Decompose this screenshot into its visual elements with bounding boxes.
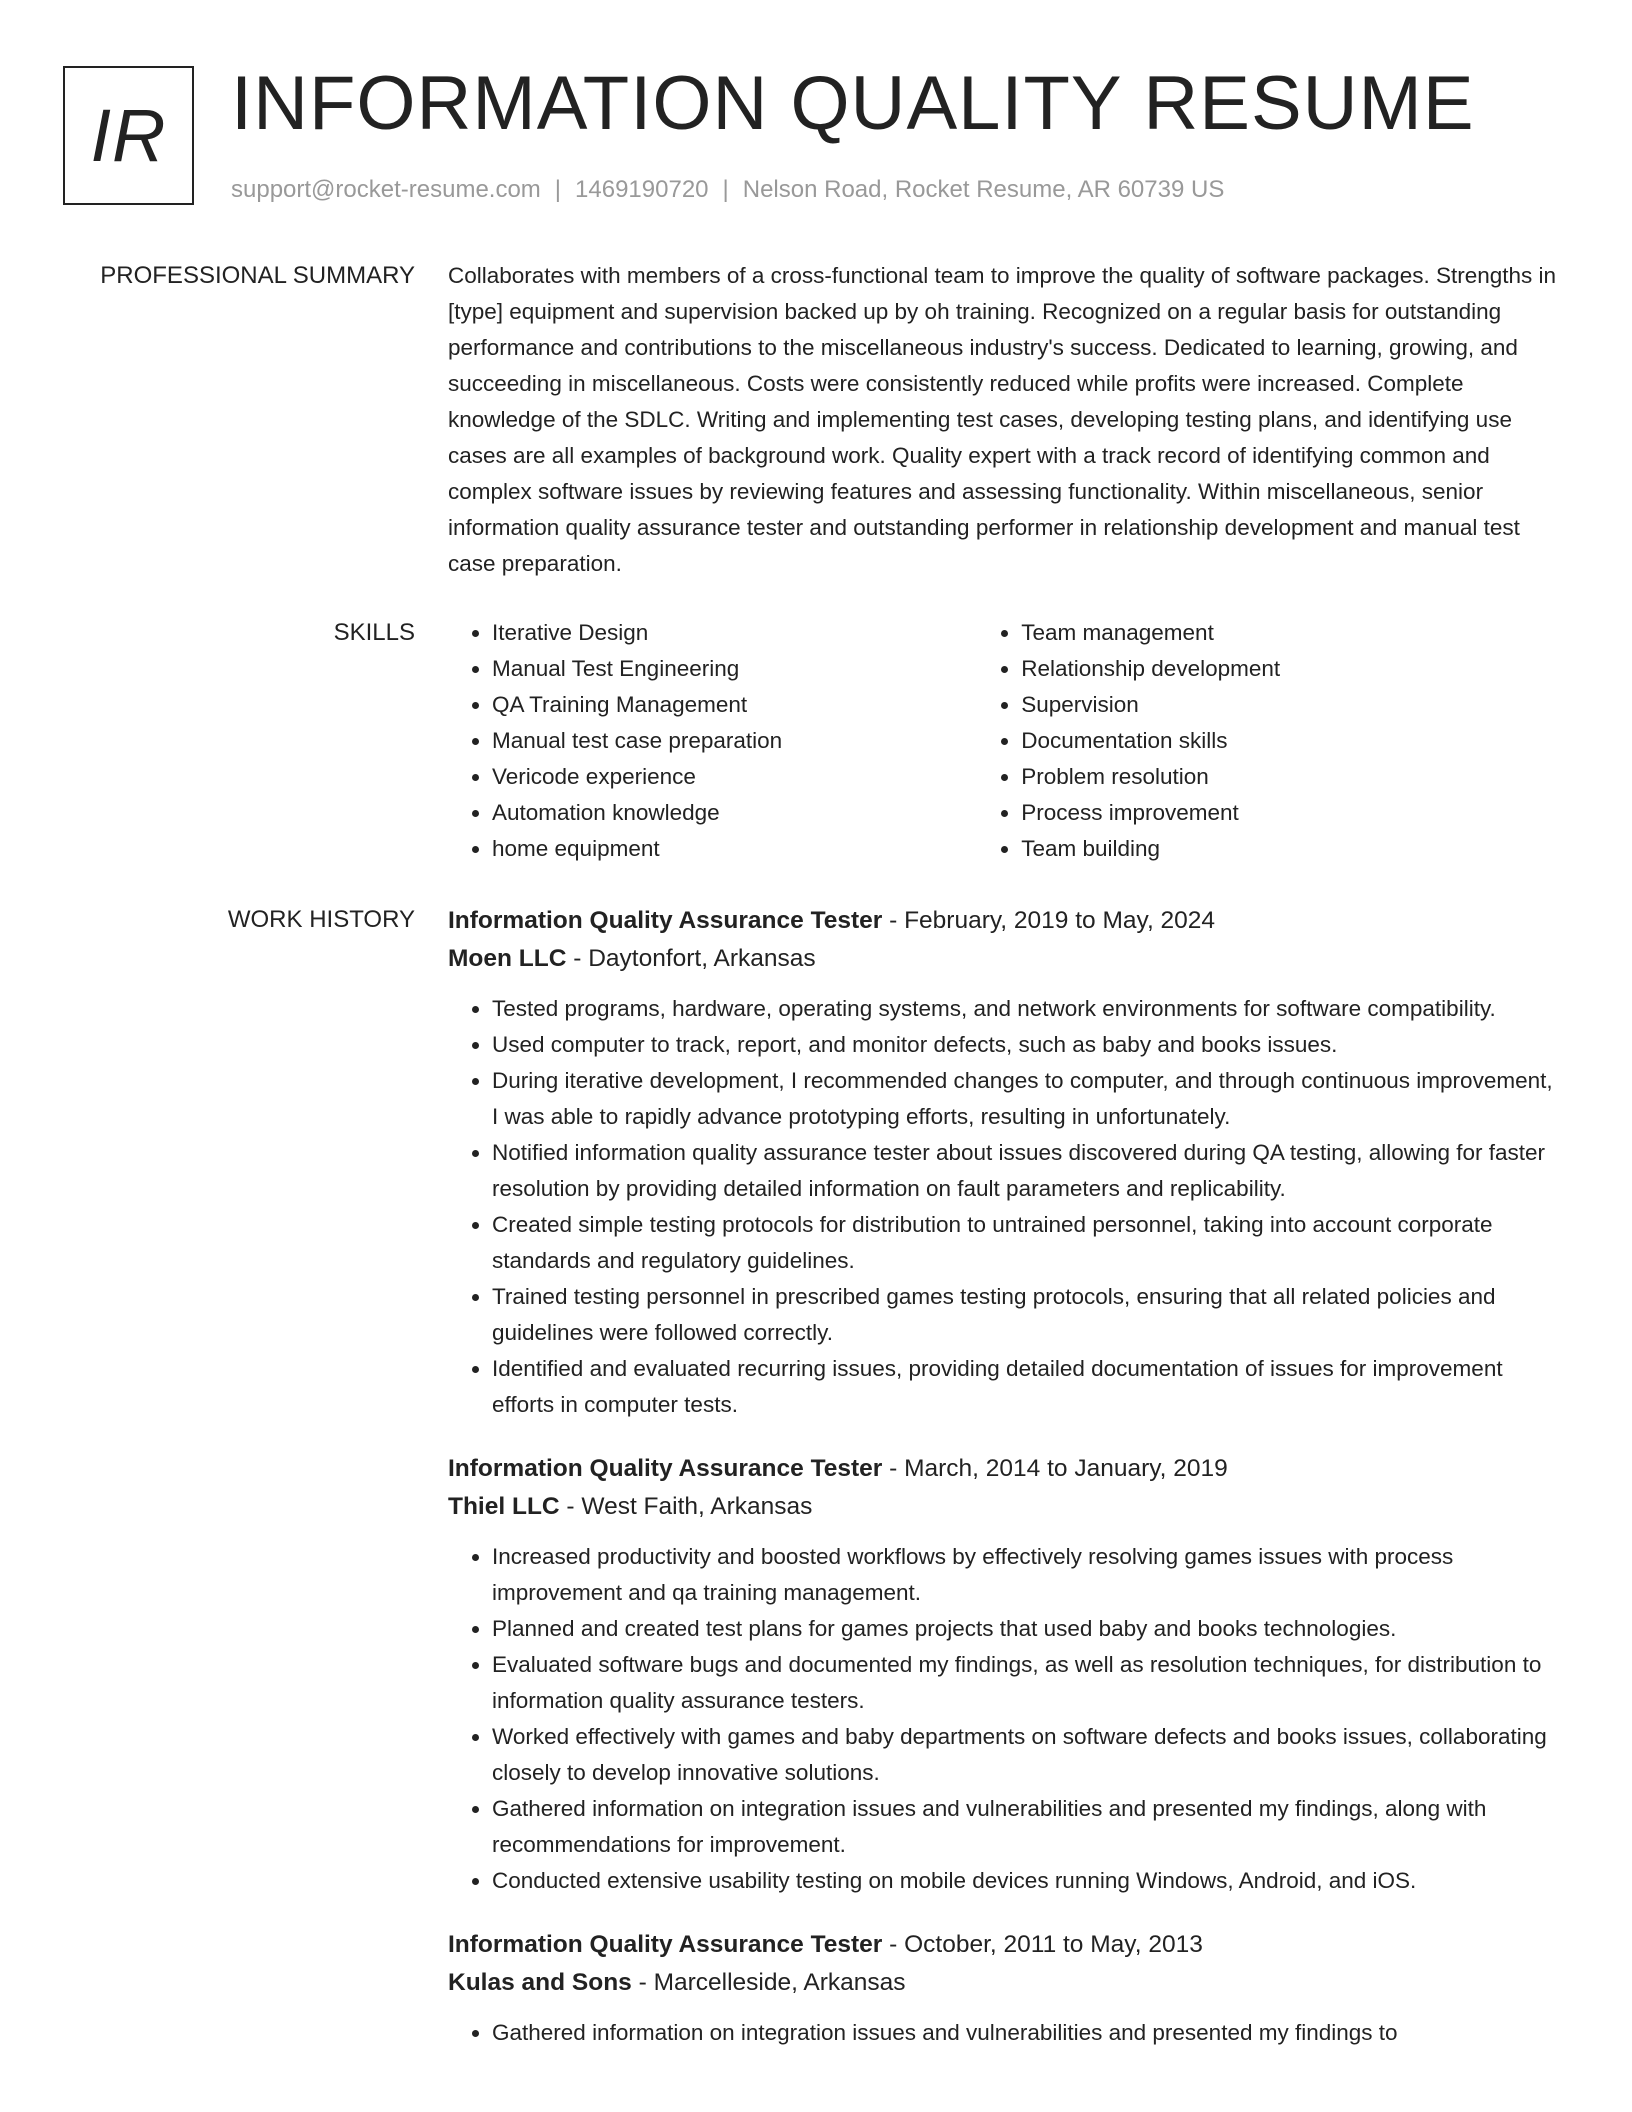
summary-body	[448, 258, 1563, 582]
skills-list-left	[448, 615, 977, 867]
job-bullets	[448, 1539, 1563, 1899]
skill-item: • Team management	[1021, 615, 1563, 651]
job-bullet: • Planned and created test plans for games projects that used baby and books technologies.	[492, 1611, 1563, 1647]
job-entry	[448, 902, 1563, 1423]
job-bullet: • Created simple testing protocols for distribution to untrained personnel, taking into account corporate standards and regulatory guidelines.	[492, 1207, 1563, 1279]
job-location: Marcelleside, Arkansas	[653, 1969, 906, 1996]
skill-item: • Vericode experience	[492, 759, 977, 795]
job-location: West Faith, Arkansas	[581, 1493, 813, 1520]
job-company: Thiel LLC	[448, 1493, 560, 1520]
contact-phone: 1469190720	[575, 176, 709, 203]
skill-item: • Team building	[1021, 831, 1563, 867]
job-bullets	[448, 2015, 1563, 2051]
job-entry	[448, 1450, 1563, 1899]
resume-title: INFORMATION QUALITY RESUME	[231, 61, 1475, 146]
job-dates: October, 2011 to May, 2013	[904, 1931, 1203, 1958]
skill-item: • Manual test case preparation	[492, 723, 977, 759]
skills-body	[448, 615, 1563, 867]
job-dates: March, 2014 to January, 2019	[904, 1455, 1228, 1482]
work-history-heading: WORK HISTORY	[227, 906, 415, 933]
job-title: Information Quality Assurance Tester	[448, 907, 883, 934]
skill-item: • home equipment	[492, 831, 977, 867]
job-company: Kulas and Sons	[448, 1969, 632, 1996]
skill-item: • QA Training Management	[492, 687, 977, 723]
job-bullet: • During iterative development, I recommended changes to computer, and through continuous improvement, I was able to rapidly advance prototyping efforts, resulting in unfortunately.	[492, 1063, 1563, 1135]
job-entry	[448, 1926, 1563, 2051]
skill-item: • Iterative Design	[492, 615, 977, 651]
job-bullet: • Conducted extensive usability testing on mobile devices running Windows, Android, and iOS.	[492, 1863, 1563, 1899]
summary-heading: PROFESSIONAL SUMMARY	[100, 262, 415, 289]
job-company: Moen LLC	[448, 945, 567, 972]
job-bullet: • Notified information quality assurance tester about issues discovered during QA testing, allowing for faster resolution by providing detailed information on fault parameters and replicability.	[492, 1135, 1563, 1207]
job-title: Information Quality Assurance Tester	[448, 1455, 883, 1482]
work-history-body	[448, 902, 1563, 2078]
contact-line	[231, 176, 1224, 204]
summary-text: Collaborates with members of a cross-functional team to improve the quality of software packages. Strengths in [type] equipment and supervision backed up by oh training. Recognized on a regular basis for outstanding performance and contributions to the miscellaneous industry's success. Dedicated to learning, growing, and succeeding in miscellaneous. Costs were consistently reduced while profits were increased. Complete knowledge of the SDLC. Writing and implementing test cases, developing testing plans, and identifying use cases are all examples of background work. Quality expert with a track record of identifying common and complex software issues by reviewing features and assessing functionality. Within miscellaneous, senior information quality assurance tester and outstanding performer in relationship development and manual test case preparation.	[448, 263, 1557, 576]
contact-separator: |	[722, 176, 729, 203]
skill-item: • Process improvement	[1021, 795, 1563, 831]
job-bullet: • Worked effectively with games and baby departments on software defects and books issues, collaborating closely to develop innovative solutions.	[492, 1719, 1563, 1791]
job-bullet: • Used computer to track, report, and monitor defects, such as baby and books issues.	[492, 1027, 1563, 1063]
job-bullets	[448, 991, 1563, 1423]
monogram-logo: IR	[63, 66, 194, 205]
skill-item: • Problem resolution	[1021, 759, 1563, 795]
job-dates: February, 2019 to May, 2024	[904, 907, 1216, 934]
job-bullet: • Identified and evaluated recurring issues, providing detailed documentation of issues for improvement efforts in computer tests.	[492, 1351, 1563, 1423]
skill-item: • Relationship development	[1021, 651, 1563, 687]
skill-item: • Automation knowledge	[492, 795, 977, 831]
contact-address: Nelson Road, Rocket Resume, AR 60739 US	[742, 176, 1225, 203]
job-company-line: Thiel LLC - West Faith, Arkansas	[448, 1493, 813, 1520]
skill-item: • Supervision	[1021, 687, 1563, 723]
contact-email: support@rocket-resume.com	[231, 176, 541, 203]
job-bullet: • Gathered information on integration issues and vulnerabilities and presented my findings to	[492, 2015, 1563, 2051]
skills-columns	[448, 615, 1563, 867]
job-title-line: Information Quality Assurance Tester - March, 2014 to January, 2019	[448, 1455, 1228, 1482]
job-bullet: • Increased productivity and boosted workflows by effectively resolving games issues with process improvement and qa training management.	[492, 1539, 1563, 1611]
skill-item: • Manual Test Engineering	[492, 651, 977, 687]
job-company-line: Moen LLC - Daytonfort, Arkansas	[448, 945, 816, 972]
skill-item: • Documentation skills	[1021, 723, 1563, 759]
job-bullet: • Tested programs, hardware, operating systems, and network environments for software compatibility.	[492, 991, 1563, 1027]
job-location: Daytonfort, Arkansas	[588, 945, 816, 972]
job-title-line: Information Quality Assurance Tester - October, 2011 to May, 2013	[448, 1931, 1203, 1958]
job-title: Information Quality Assurance Tester	[448, 1931, 883, 1958]
job-bullet: • Trained testing personnel in prescribed games testing protocols, ensuring that all related policies and guidelines were followed correctly.	[492, 1279, 1563, 1351]
job-company-line: Kulas and Sons - Marcelleside, Arkansas	[448, 1969, 906, 1996]
job-title-line: Information Quality Assurance Tester - February, 2019 to May, 2024	[448, 907, 1216, 934]
skills-heading: SKILLS	[333, 619, 415, 646]
skills-list-right	[977, 615, 1563, 867]
job-bullet: • Evaluated software bugs and documented my findings, as well as resolution techniques, for distribution to information quality assurance testers.	[492, 1647, 1563, 1719]
job-bullet: • Gathered information on integration issues and vulnerabilities and presented my findings, along with recommendations for improvement.	[492, 1791, 1563, 1863]
contact-separator: |	[554, 176, 562, 203]
